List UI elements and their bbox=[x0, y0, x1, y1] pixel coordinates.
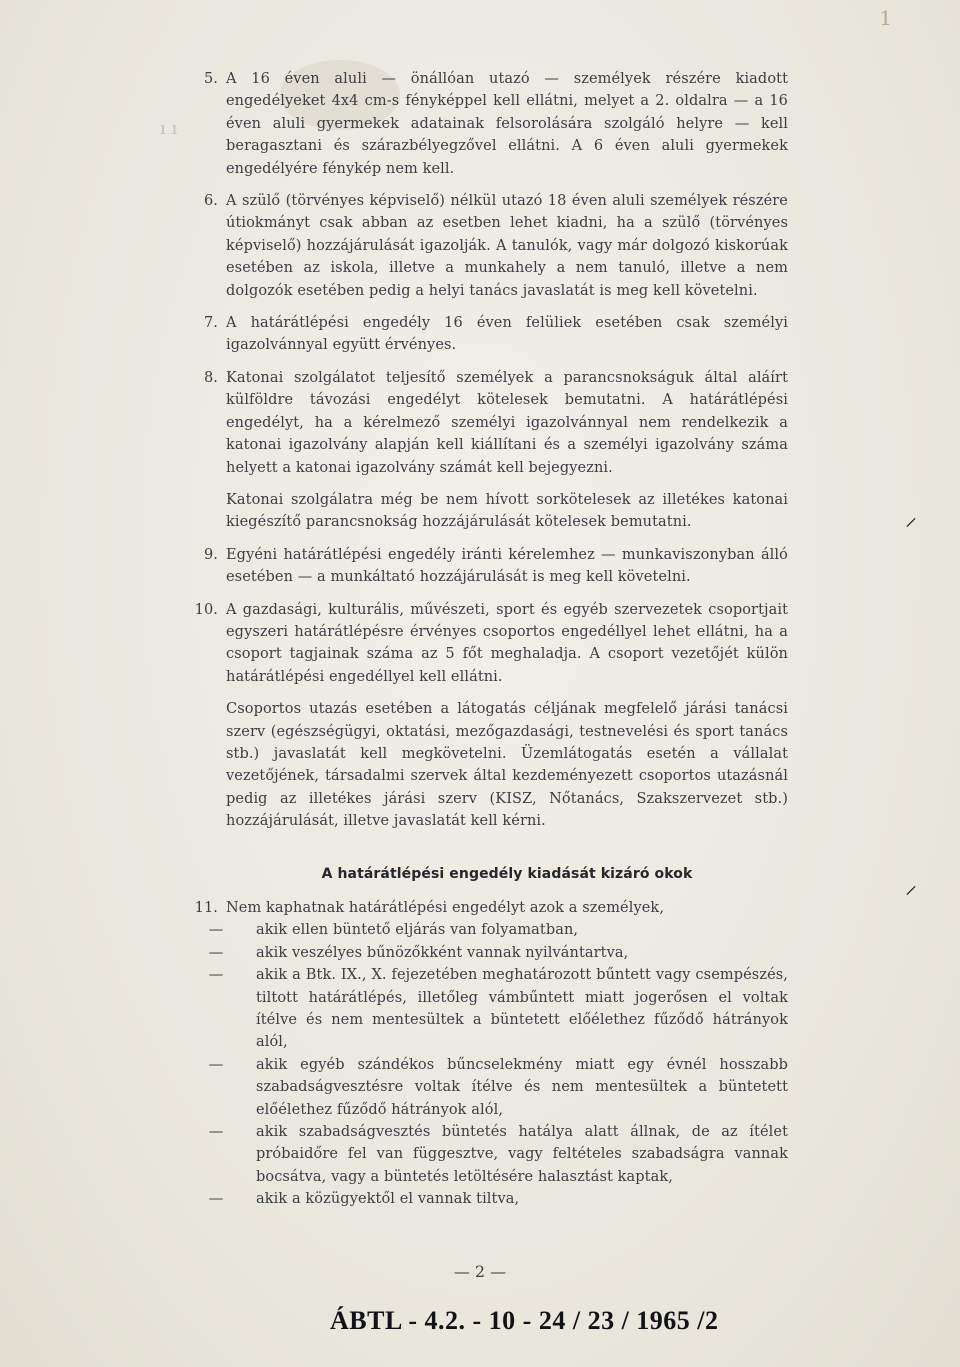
list-item bbox=[208, 1054, 788, 1121]
dash-bullet: — bbox=[208, 1191, 224, 1208]
list-item-text: akik szabadságvesztés büntetés hatálya alatt állnak, de az ítélet próbaidőre fel van függesztve, vagy feltételes szabadságra vannak bocsátva, vagy a büntetés letöltésére halasztást kaptak, bbox=[256, 1124, 788, 1185]
page-number: — 2 — bbox=[453, 1262, 507, 1281]
paragraph-11 bbox=[188, 897, 788, 919]
binding-hook-mark: ⸝ bbox=[905, 871, 917, 899]
paragraph-10 bbox=[188, 599, 788, 689]
dash-bullet: — bbox=[208, 967, 224, 984]
list-item bbox=[208, 942, 788, 964]
dash-bullet: — bbox=[208, 1124, 224, 1141]
margin-note: ı ı bbox=[160, 118, 178, 139]
exclusion-list bbox=[188, 919, 788, 1210]
list-item-text: akik veszélyes bűnözőkként vannak nyilvántartva, bbox=[256, 944, 629, 961]
list-item-text: akik a Btk. IX., X. fejezetében meghatározott bűntett vagy csempészés, tiltott határátlépés, illetőleg vámbűntett miatt jogerősen el voltak ítélve és nem mentesültek a büntetett előélethez fűződő hátrányok alól, bbox=[256, 967, 788, 1051]
item-text: A határátlépési engedély 16 éven felüliek esetében csak személyi igazolvánnyal együtt érvényes. bbox=[226, 315, 788, 354]
archive-reference: ÁBTL - 4.2. - 10 - 24 / 23 / 1965 /2 bbox=[330, 1306, 719, 1335]
item-number: 6. bbox=[203, 193, 218, 210]
paragraph-5 bbox=[188, 68, 788, 180]
list-item-text: akik a közügyektől el vannak tiltva, bbox=[256, 1191, 520, 1208]
item-number: 9. bbox=[203, 546, 218, 563]
corner-mark: 1 bbox=[879, 6, 892, 30]
document-body bbox=[188, 68, 788, 1211]
item-number: 5. bbox=[203, 71, 218, 87]
paragraph-8-continuation: Katonai szolgálatra még be nem hívott sorkötelesek az illetékes katonai kiegészítő parancsnokság hozzájárulását kötelesek bemutatni. bbox=[226, 491, 788, 531]
paragraph-7 bbox=[188, 312, 788, 357]
paragraph-8 bbox=[188, 367, 788, 479]
item-number: 11. bbox=[194, 900, 218, 916]
dash-bullet: — bbox=[208, 922, 224, 939]
section-heading: A határátlépési engedély kiadását kizáró okok bbox=[321, 865, 693, 882]
paragraph-10-continuation: Csoportos utazás esetében a látogatás céljának megfelelő járási tanácsi szerv (egészségügyi, oktatási, mezőgazdasági, testnevelési és sport tanács stb.) javaslatát kell megkövetelni. Üzemlátogatás esetén a vállalat vezetőjének, társadalmi szervek által kezdeményezett csoportos utazásnál pedig az illetékes járási szerv (KISZ, Nőtanács, Szakszervezet stb.) hozzájárulását, illetve javaslatát kell kérni. bbox=[226, 701, 788, 830]
list-item bbox=[208, 1188, 788, 1210]
item-text: Egyéni határátlépési engedély iránti kérelemhez — munkaviszonyban álló esetében — a munkáltató hozzájárulását is meg kell követelni. bbox=[226, 546, 788, 586]
item-text: A szülő (törvényes képviselő) nélkül utazó 18 éven aluli személyek részére útiokmányt csak abban az esetben lehet kiadni, ha a szülő (törvényes képviselő) hozzájárulását igazolják. A tanulók, vagy már dolgozó kiskorúak esetében az iskola, illetve a munkahely a nem tanuló, illetve a nem dolgozók esetében pedig a helyi tanács javaslatát is meg kell követelni. bbox=[226, 193, 788, 299]
item-number: 7. bbox=[203, 315, 218, 332]
list-item bbox=[208, 919, 788, 941]
item-text: A gazdasági, kulturális, művészeti, sport és egyéb szervezetek csoportjait egyszeri határátlépésre érvényes csoportos engedéllyel lehet ellátni, ha a csoport tagjainak száma az 5 főt meghaladja. A csoport vezetőjét külön határátlépési engedéllyel kell ellátni. bbox=[226, 601, 788, 685]
paragraph-6 bbox=[188, 190, 788, 302]
list-item bbox=[208, 1121, 788, 1188]
item-text: Nem kaphatnak határátlépési engedélyt azok a személyek, bbox=[226, 900, 665, 916]
paragraph-9 bbox=[188, 544, 788, 589]
list-item-text: akik ellen büntető eljárás van folyamatban, bbox=[256, 922, 579, 939]
list-item-text: akik egyéb szándékos bűncselekmény miatt egy évnél hosszabb szabadságvesztésre voltak ítélve és nem mentesültek a büntetett előélethez fűződő hátrányok alól, bbox=[256, 1056, 788, 1118]
dash-bullet: — bbox=[208, 944, 224, 961]
item-number: 8. bbox=[203, 369, 218, 386]
binding-hook-mark: ⸝ bbox=[905, 503, 917, 531]
list-item bbox=[208, 964, 788, 1054]
item-number: 10. bbox=[194, 601, 218, 618]
dash-bullet: — bbox=[208, 1056, 224, 1073]
item-text: A 16 éven aluli — önállóan utazó — személyek részére kiadott engedélyeket 4x4 cm-s fényképpel kell ellátni, melyet a 2. oldalra — a 16 éven aluli gyermekek adatainak felsorolására szolgáló helyre — kell beragasztani és szárazbélyegzővel ellátni. A 6 éven aluli gyermekek engedélyére fénykép nem kell. bbox=[226, 71, 788, 177]
item-text: Katonai szolgálatot teljesítő személyek a parancsnokságuk által aláírt külföldre távozási engedélyt kötelesek bemutatni. A határátlépési engedélyt, ha a kérelmező személyi igazolvánnyal nem rendelkezik a katonai igazolvány alapján kell kiállítani és a személyi igazolvány száma helyett a katonai igazolvány számát kell bejegyezni. bbox=[226, 369, 788, 476]
